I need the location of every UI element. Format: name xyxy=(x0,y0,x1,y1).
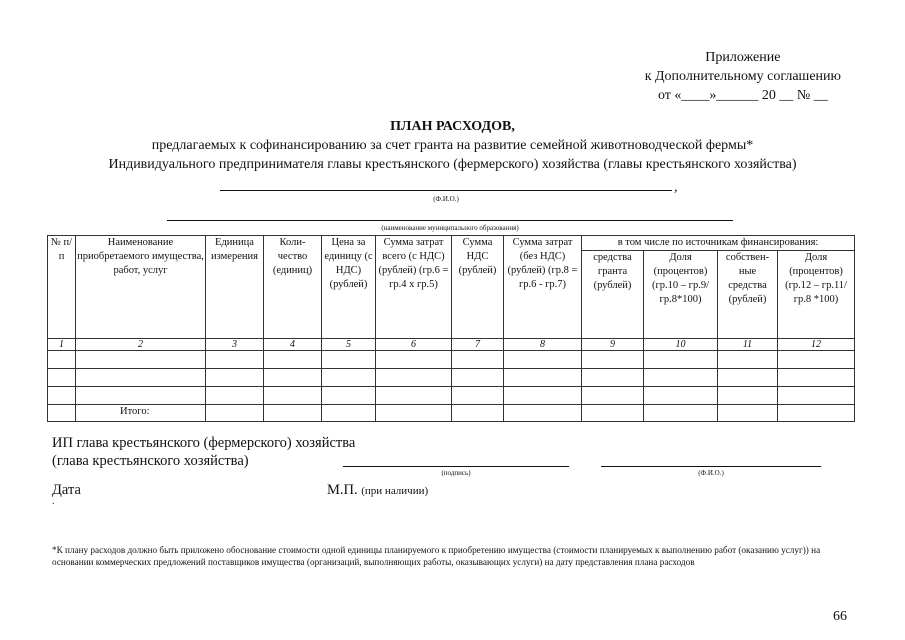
table-cell[interactable] xyxy=(778,351,855,369)
table-cell[interactable] xyxy=(206,387,264,405)
table-cell[interactable] xyxy=(452,387,504,405)
header-cell: Доля (процентов) (гр.10 – гр.9/гр.8*100) xyxy=(644,251,718,339)
table-cell[interactable] xyxy=(206,351,264,369)
table-header-row xyxy=(48,236,855,251)
stray-dot: . xyxy=(52,496,55,507)
header-cell: Доля (процентов) (гр.12 – гр.11/гр.8 *100) xyxy=(778,251,855,339)
table-cell[interactable] xyxy=(718,405,778,422)
table-cell[interactable] xyxy=(76,351,206,369)
date-label: Дата xyxy=(52,482,81,498)
table-cell[interactable] xyxy=(582,387,644,405)
table-cell[interactable] xyxy=(206,369,264,387)
column-number: 10 xyxy=(644,339,718,351)
signatory-line-2: (глава крестьянского хозяйства) xyxy=(52,453,249,469)
annex-block xyxy=(645,48,841,105)
table-cell[interactable] xyxy=(264,351,322,369)
column-number: 6 xyxy=(376,339,452,351)
table-cell[interactable] xyxy=(718,351,778,369)
table-cell[interactable] xyxy=(322,387,376,405)
table-cell[interactable] xyxy=(322,351,376,369)
column-number: 9 xyxy=(582,339,644,351)
header-group-cell: в том числе по источникам финансирования: xyxy=(582,236,855,251)
municipal-caption: (наименование муниципального образования) xyxy=(381,224,519,232)
stamp-label: М.П. xyxy=(327,482,358,498)
header-cell: Сумма затрат (без НДС) (рублей) (гр.8 = гр.6 - гр.7) xyxy=(504,236,582,339)
header-cell: Сумма затрат всего (с НДС) (рублей) (гр.6 = гр.4 х гр.5) xyxy=(376,236,452,339)
page-number: 66 xyxy=(833,609,847,624)
table-row xyxy=(48,369,855,387)
table-cell[interactable] xyxy=(322,405,376,422)
header-cell: Единица измерения xyxy=(206,236,264,339)
document-subtitle: предлагаемых к софинансированию за счет гранта на развитие семейной животноводческой фермы* xyxy=(151,138,754,153)
table-cell[interactable] xyxy=(778,369,855,387)
table-cell[interactable] xyxy=(644,369,718,387)
footnote: *К плану расходов должно быть приложено обоснование стоимости одной единицы планируемого к приобретению имущества (стоимости планируемых к выполнению работ (оказанию услуг)) на основании коммерческих предложений поставщиков имущества (организаций, выполняющих работы, оказывающих услуги) на дату представления плана расходов xyxy=(52,545,821,567)
header-cell: собствен-ные средства (рублей) xyxy=(718,251,778,339)
signatory-line-1: ИП глава крестьянского (фермерского) хозяйства xyxy=(52,435,356,451)
header-cell: Наименование приобретаемого имущества, работ, услуг xyxy=(76,236,206,339)
column-number: 5 xyxy=(322,339,376,351)
total-row xyxy=(48,405,855,422)
table-cell[interactable] xyxy=(376,351,452,369)
table-cell[interactable] xyxy=(264,369,322,387)
table-cell[interactable] xyxy=(718,387,778,405)
header-cell: № п/п xyxy=(48,236,76,339)
table-cell[interactable] xyxy=(644,351,718,369)
table-cell[interactable] xyxy=(582,405,644,422)
column-number: 4 xyxy=(264,339,322,351)
expense-plan-table xyxy=(47,235,855,422)
column-number: 2 xyxy=(76,339,206,351)
table-cell[interactable] xyxy=(452,405,504,422)
table-cell[interactable] xyxy=(504,387,582,405)
table-cell[interactable] xyxy=(48,369,76,387)
table-cell[interactable] xyxy=(206,405,264,422)
table-cell[interactable] xyxy=(778,387,855,405)
fio-caption: (Ф.И.О.) xyxy=(433,195,459,203)
table-cell[interactable] xyxy=(376,387,452,405)
fio-comma: , xyxy=(674,180,678,195)
table-cell[interactable] xyxy=(452,369,504,387)
annex-line-1: Приложение xyxy=(705,50,781,65)
table-cell[interactable] xyxy=(264,405,322,422)
signatory-fio-line xyxy=(601,466,821,467)
table-cell[interactable] xyxy=(76,387,206,405)
stamp-note: (при наличии) xyxy=(361,485,429,497)
signature-line xyxy=(343,466,569,467)
table-cell[interactable] xyxy=(582,369,644,387)
header-cell: Сумма НДС (рублей) xyxy=(452,236,504,339)
stamp-block xyxy=(327,481,428,500)
table-cell[interactable] xyxy=(48,351,76,369)
signatory-fio-caption: (Ф.И.О.) xyxy=(698,469,724,477)
header-cell: Цена за единицу (с НДС) (рублей) xyxy=(322,236,376,339)
table-cell xyxy=(48,405,76,422)
table-cell[interactable] xyxy=(778,405,855,422)
column-number: 12 xyxy=(778,339,855,351)
table-cell[interactable] xyxy=(376,369,452,387)
column-number: 7 xyxy=(452,339,504,351)
table-cell[interactable] xyxy=(322,369,376,387)
table-cell[interactable] xyxy=(48,387,76,405)
column-number: 11 xyxy=(718,339,778,351)
annex-line-2: к Дополнительному соглашению xyxy=(644,69,841,84)
annex-line-3: от «____»______ 20 __ № __ xyxy=(657,88,828,103)
table-cell[interactable] xyxy=(504,351,582,369)
fio-line xyxy=(220,190,672,191)
table-cell[interactable] xyxy=(718,369,778,387)
table-cell[interactable] xyxy=(452,351,504,369)
table-cell[interactable] xyxy=(264,387,322,405)
table-cell[interactable] xyxy=(644,405,718,422)
table-cell[interactable] xyxy=(76,369,206,387)
document-title: ПЛАН РАСХОДОВ, xyxy=(390,119,515,134)
total-label: Итого: xyxy=(76,405,206,422)
header-cell: Коли-чество (единиц) xyxy=(264,236,322,339)
table-row xyxy=(48,387,855,405)
column-number: 3 xyxy=(206,339,264,351)
table-cell[interactable] xyxy=(504,369,582,387)
document-subtitle-2: Индивидуального предпринимателя главы крестьянского (фермерского) хозяйства (главы крестьянского хозяйства) xyxy=(108,157,797,172)
column-number: 1 xyxy=(48,339,76,351)
table-row xyxy=(48,351,855,369)
table-cell[interactable] xyxy=(644,387,718,405)
table-cell[interactable] xyxy=(504,405,582,422)
header-cell: средства гранта (рублей) xyxy=(582,251,644,339)
table-cell[interactable] xyxy=(582,351,644,369)
column-number: 8 xyxy=(504,339,582,351)
column-number-row xyxy=(48,339,855,351)
signature-caption: (подпись) xyxy=(441,469,471,477)
table-cell[interactable] xyxy=(376,405,452,422)
municipal-line xyxy=(167,220,733,221)
